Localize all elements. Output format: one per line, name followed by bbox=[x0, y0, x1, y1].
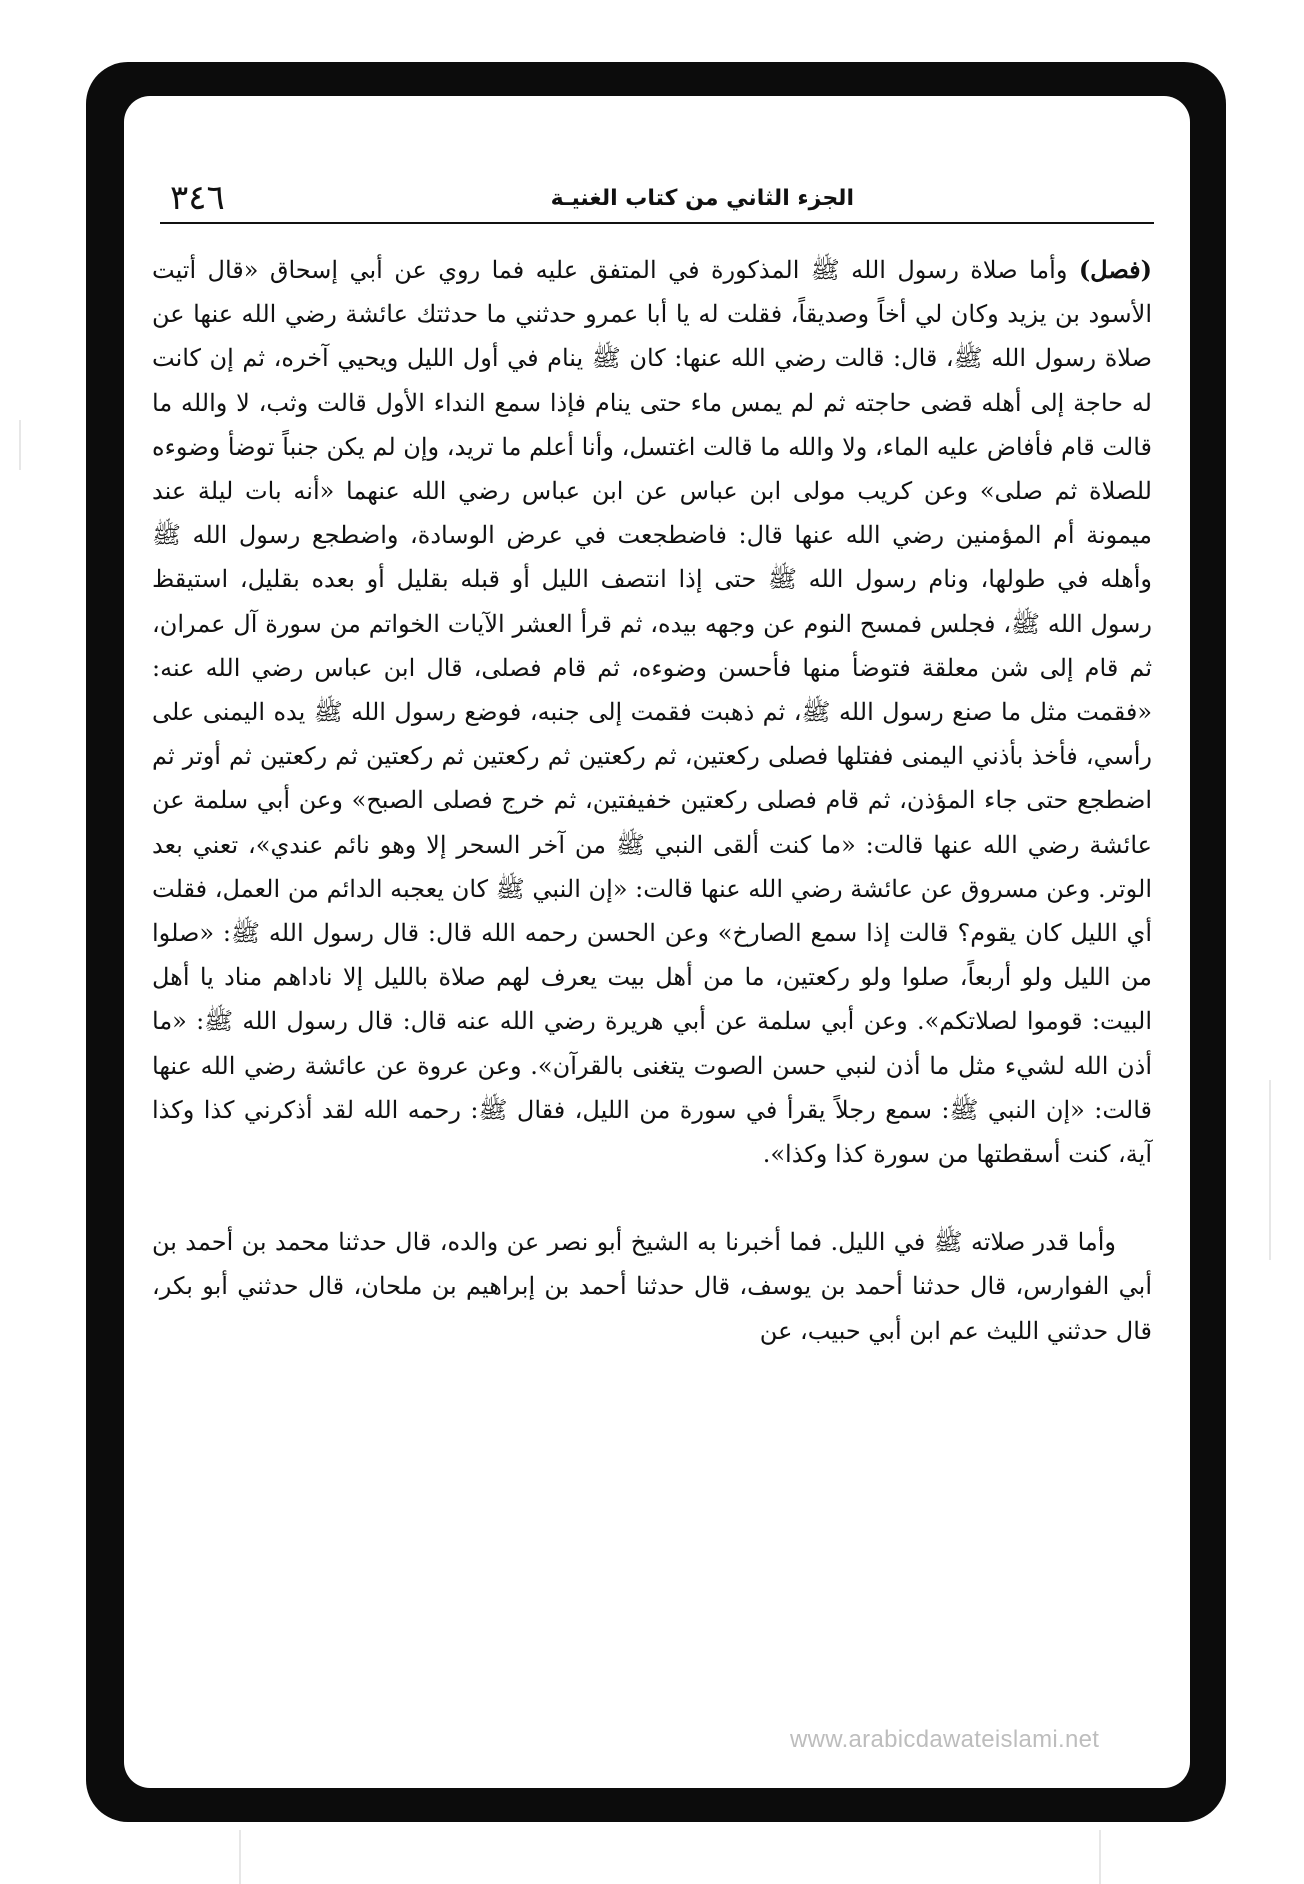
watermark-url: www.arabicdawateislami.net bbox=[790, 1726, 1100, 1753]
paragraph-1-text: وأما صلاة رسول الله ﷺ المذكورة في المتفق عليه فما روي عن أبي إسحاق «قال أتيت الأسود بن يزيد وكان لي أخاً وصديقاً، فقلت له يا أبا عمرو حدثني ما حدثتك عائشة رضي الله عنها عن صلاة رسول الله ﷺ، قال: قالت رضي الله عنها: كان ﷺ ينام في أول الليل ويحيي آخره، ثم إن كانت له حاجة إلى أهله قضى حاجته ثم لم يمس ماء حتى ينام فإذا سمع النداء الأول قالت وثب، لا والله ما قالت قام فأفاض عليه الماء، ولا والله ما قالت اغتسل، وأنا أعلم ما تريد، وإن لم يكن جنباً توضأ وضوءه للصلاة ثم صلى» وعن كريب مولى ابن عباس عن ابن عباس رضي الله عنهما «أنه بات ليلة عند ميمونة أم المؤمنين رضي الله عنها قال: فاضطجعت في عرض الوسادة، واضطجع رسول الله ﷺ وأهله في طولها، ونام رسول الله ﷺ حتى إذا انتصف الليل أو قبله بقليل أو بعده بقليل، استيقظ رسول الله ﷺ، فجلس فمسح النوم عن وجهه بيده، ثم قرأ العشر الآيات الخواتم من سورة آل عمران، ثم قام إلى شن معلقة فتوضأ منها فأحسن وضوءه، ثم قام فصلى، قال ابن عباس رضي الله عنه: «فقمت مثل ما صنع رسول الله ﷺ، ثم ذهبت فقمت إلى جنبه، فوضع رسول الله ﷺ يده اليمنى على رأسي، فأخذ بأذني اليمنى ففتلها فصلى ركعتين، ثم ركعتين ثم ركعتين ثم ركعتين ثم ركعتين ثم أوتر ثم اضطجع حتى جاء المؤذن، ثم قام فصلى ركعتين خفيفتين، ثم خرج فصلى الصبح» وعن أبي سلمة عن عائشة رضي الله عنها قالت: «ما كنت ألقى النبي ﷺ من آخر السحر إلا وهو نائم عندي»، تعني بعد الوتر. وعن مسروق عن عائشة رضي الله عنها قالت: «إن النبي ﷺ كان يعجبه الدائم من العمل، فقلت أي الليل كان يقوم؟ قالت إذا سمع الصارخ» وعن الحسن رحمه الله قال: قال رسول الله ﷺ: «صلوا من الليل ولو أربعاً، صلوا ولو ركعتين، ما من أهل بيت يعرف لهم صلاة بالليل إلا ناداهم مناد يا أهل البيت: قوموا لصلاتكم». وعن أبي سلمة عن أبي هريرة رضي الله عنه قال: قال رسول الله ﷺ: «ما أذن الله لشيء مثل ما أذن لنبي حسن الصوت يتغنى بالقرآن». وعن عروة عن عائشة رضي الله عنها قالت: «إن النبي ﷺ: سمع رجلاً يقرأ في سورة من الليل، فقال ﷺ: رحمه الله لقد أذكرني كذا وكذا آية، كنت أسقطتها من سورة كذا وكذا». bbox=[152, 256, 1153, 1169]
running-header bbox=[160, 178, 1154, 224]
page-number: ٣٤٦ bbox=[170, 178, 225, 218]
body-text bbox=[152, 248, 1152, 1353]
book-title: الجزء الثاني من كتاب الغنيـة bbox=[550, 186, 854, 211]
section-lead: (فصل) bbox=[1078, 255, 1152, 284]
paragraph-1 bbox=[152, 248, 1152, 1176]
paragraph-2: وأما قدر صلاته ﷺ في الليل. فما أخبرنا به الشيخ أبو نصر عن والده، قال حدثنا محمد بن أحمد بن أبي الفوارس، قال حدثنا أحمد بن يوسف، قال حدثنا أحمد بن إبراهيم بن ملحان، قال حدثني أبو بكر، قال حدثني الليث عم ابن أبي حبيب، عن bbox=[152, 1228, 1152, 1345]
